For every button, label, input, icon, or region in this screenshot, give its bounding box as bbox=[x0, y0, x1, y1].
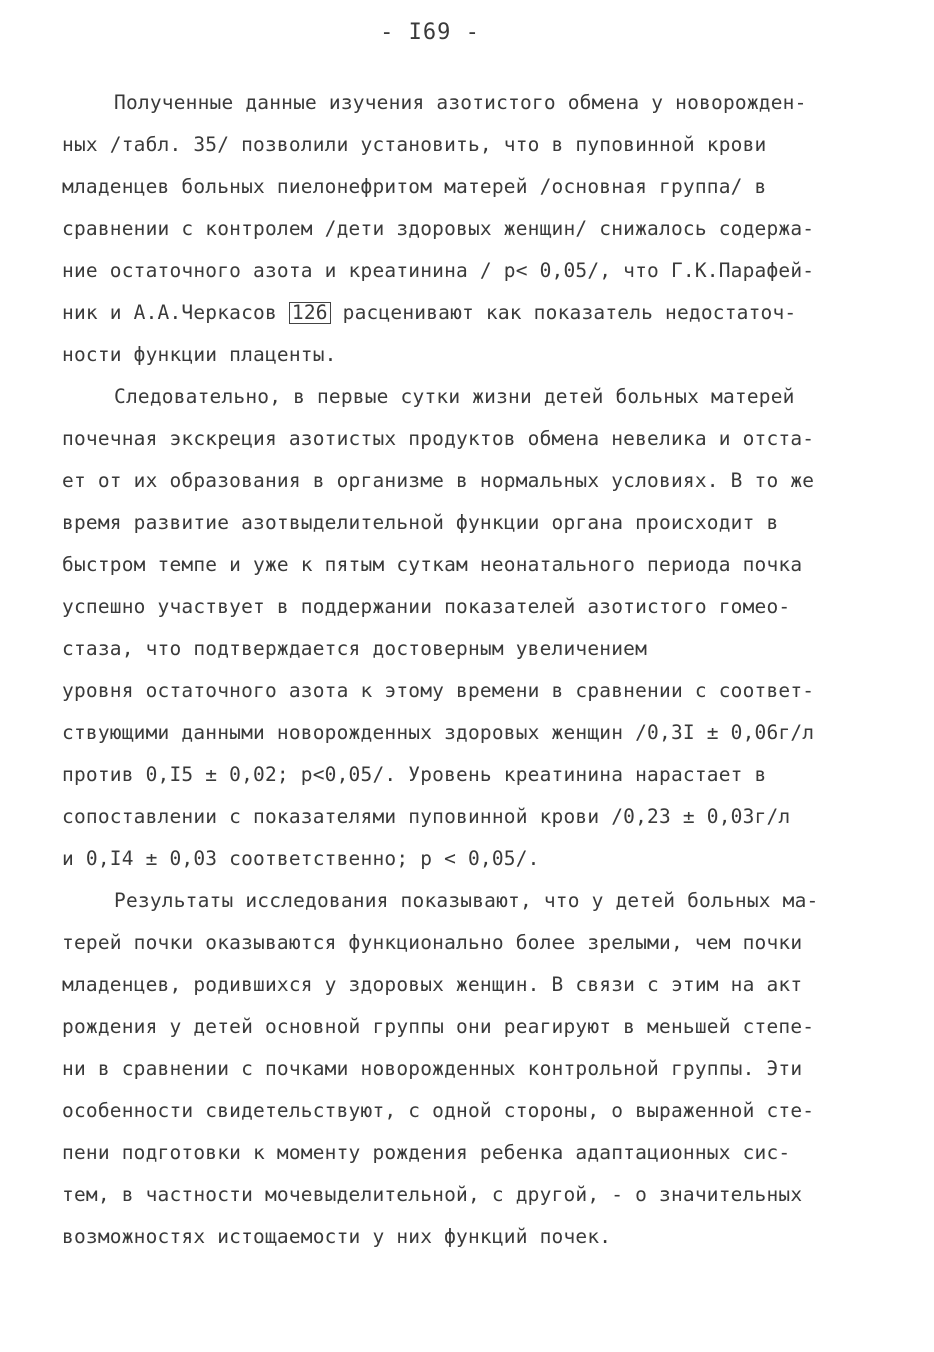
paragraph-3-line-4: рождения у детей основной группы они реагируют в меньшей степе- bbox=[62, 1015, 815, 1038]
page-number: - I69 - bbox=[380, 20, 480, 45]
paragraph-1-line-2: ных /табл. 35/ позволили установить, что в пуповинной крови bbox=[62, 133, 767, 156]
paragraph-2-line-10: против 0,I5 ± 0,02; p<0,05/. Уровень креатинина нарастает в bbox=[62, 763, 767, 786]
paragraph-1-line-6 bbox=[62, 292, 877, 334]
paragraph-2-line-11: сопоставлении с показателями пуповинной крови /0,23 ± 0,03г/л bbox=[62, 805, 791, 828]
paragraph-2-line-12: и 0,I4 ± 0,03 соответственно; p < 0,05/. bbox=[62, 847, 540, 870]
paragraph-2-line-8: уровня остаточного азота к этому времени в сравнении с соответ- bbox=[62, 679, 815, 702]
paragraph-3-line-8: тем, в частности мочевыделительной, с другой, - о значительных bbox=[62, 1183, 803, 1206]
paragraph-3-line-3: младенцев, родившихся у здоровых женщин. В связи с этим на акт bbox=[62, 973, 803, 996]
paragraph-1-line-1: Полученные данные изучения азотистого обмена у новорожден- bbox=[114, 91, 807, 114]
paragraph-2-line-3: ет от их образования в организме в нормальных условиях. В то же bbox=[62, 469, 815, 492]
paragraph-3-line-2: терей почки оказываются функционально более зрелыми, чем почки bbox=[62, 931, 803, 954]
paragraph-2-line-7: стаза, что подтверждается достоверным увеличением bbox=[62, 637, 648, 660]
paragraph-2-line-4: время развитие азотвыделительной функции органа происходит в bbox=[62, 511, 779, 534]
paragraph-2-line-6: успешно участвует в поддержании показателей азотистого гомео- bbox=[62, 595, 791, 618]
line-6-tail: расценивают как показатель недостаточ- bbox=[330, 301, 797, 324]
paragraph-2-line-2: почечная экскреция азотистых продуктов обмена невелика и отста- bbox=[62, 427, 815, 450]
citation-reference: 126 bbox=[289, 302, 331, 324]
paragraph-3-line-9: возможностях истощаемости у них функций почек. bbox=[62, 1225, 612, 1248]
paragraph-2-line-5: быстром темпе и уже к пятым суткам неонатального периода почка bbox=[62, 553, 803, 576]
paragraph-1-line-3: младенцев больных пиелонефритом матерей /основная группа/ в bbox=[62, 175, 767, 198]
body-text bbox=[62, 82, 877, 1258]
paragraph-1-line-5: ние остаточного азота и креатинина / p< 0,05/, что Г.К.Парафей- bbox=[62, 259, 815, 282]
paragraph-3-line-1: Результаты исследования показывают, что у детей больных ма- bbox=[114, 889, 819, 912]
paragraph-3-line-6: особенности свидетельствуют, с одной стороны, о выраженной сте- bbox=[62, 1099, 815, 1122]
paragraph-1-line-7: ности функции плаценты. bbox=[62, 343, 337, 366]
line-6-head: ник и А.А.Черкасов bbox=[62, 301, 289, 324]
paragraph-3-line-5: ни в сравнении с почками новорожденных контрольной группы. Эти bbox=[62, 1057, 803, 1080]
paragraph-1-line-4: сравнении с контролем /дети здоровых женщин/ снижалось содержа- bbox=[62, 217, 815, 240]
paragraph-2-line-1: Следовательно, в первые сутки жизни детей больных матерей bbox=[114, 385, 795, 408]
paragraph-3-line-7: пени подготовки к моменту рождения ребенка адаптационных сис- bbox=[62, 1141, 791, 1164]
paragraph-2-line-9: ствующими данными новорожденных здоровых женщин /0,3I ± 0,06г/л bbox=[62, 721, 815, 744]
